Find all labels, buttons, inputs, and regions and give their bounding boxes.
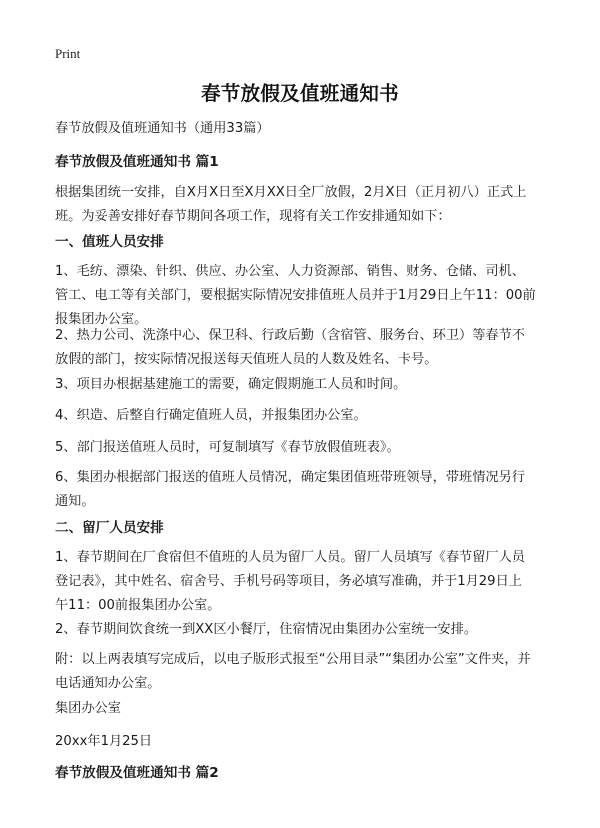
document-subtitle: 春节放假及值班通知书（通用33篇） [55, 121, 270, 136]
section-heading-stay-staff: 二、留厂人员安排 [55, 520, 164, 536]
list-item [55, 546, 555, 618]
signature: 集团办公室 [55, 701, 121, 716]
list-item [55, 260, 555, 332]
list-item [55, 466, 555, 514]
article-heading-1: 春节放假及值班通知书 篇1 [55, 154, 219, 170]
section-heading-duty-staff: 一、值班人员安排 [55, 234, 164, 250]
list-item-line: 报集团办公室。 [55, 312, 148, 327]
intro-line: 根据集团统一安排，自X月X日至X月XX日全厂放假，2月X日（正月初八）正式上 [55, 185, 527, 200]
intro-line: 班。为妥善安排好春节期间各项工作，现将有关工作安排通知如下： [55, 209, 451, 224]
list-item [55, 618, 555, 642]
intro-paragraph [55, 181, 555, 229]
list-item-line: 1、春节期间在厂食宿但不值班的人员为留厂人员。留厂人员填写《春节留厂人员 [55, 550, 525, 565]
list-item-line: 1、毛纺、漂染、针织、供应、办公室、人力资源部、销售、财务、仓储、司机、 [55, 264, 525, 279]
list-item-line: 登记表》，其中姓名、宿舍号、手机号码等项目，务必填写准确，并于1月29日上 [55, 574, 522, 589]
list-item [55, 436, 555, 460]
document-title: 春节放假及值班通知书 [200, 82, 399, 105]
list-item-line: 2、热力公司、洗涤中心、保卫科、行政后勤（含宿管、服务台、环卫）等春节不 [55, 328, 525, 343]
list-item-line: 管工、电工等有关部门，要根据实际情况安排值班人员并于1月29日上午11：00前 [55, 288, 536, 303]
list-item-line: 4、织造、后整自行确定值班人员，并报集团办公室。 [55, 408, 367, 423]
list-item-line: 午11：00前报集团办公室。 [55, 598, 221, 613]
note-paragraph [55, 648, 555, 696]
list-item [55, 324, 555, 372]
article-heading-2: 春节放假及值班通知书 篇2 [55, 765, 219, 781]
print-label[interactable]: Print [55, 46, 81, 61]
issue-date: 20xx年1月25日 [55, 734, 153, 749]
list-item-line: 3、项目办根据基建施工的需要，确定假期施工人员和时间。 [55, 377, 407, 392]
list-item [55, 373, 555, 397]
list-item-line: 2、春节期间饮食统一到XX区小餐厅，住宿情况由集团办公室统一安排。 [55, 622, 478, 637]
note-line: 电话通知办公室。 [55, 676, 161, 691]
list-item-line: 放假的部门，按实际情况报送每天值班人员的人数及姓名、卡号。 [55, 352, 438, 367]
note-line: 附：以上两表填写完成后，以电子版形式报至“公用目录”“集团办公室”文件夹，并 [55, 652, 531, 667]
list-item-line: 6、集团办根据部门报送的值班人员情况，确定集团值班带班领导，带班情况另行 [55, 470, 525, 485]
list-item-line: 5、部门报送值班人员时，可复制填写《春节放假值班表》。 [55, 440, 400, 455]
list-item-line: 通知。 [55, 494, 95, 509]
list-item [55, 404, 555, 428]
